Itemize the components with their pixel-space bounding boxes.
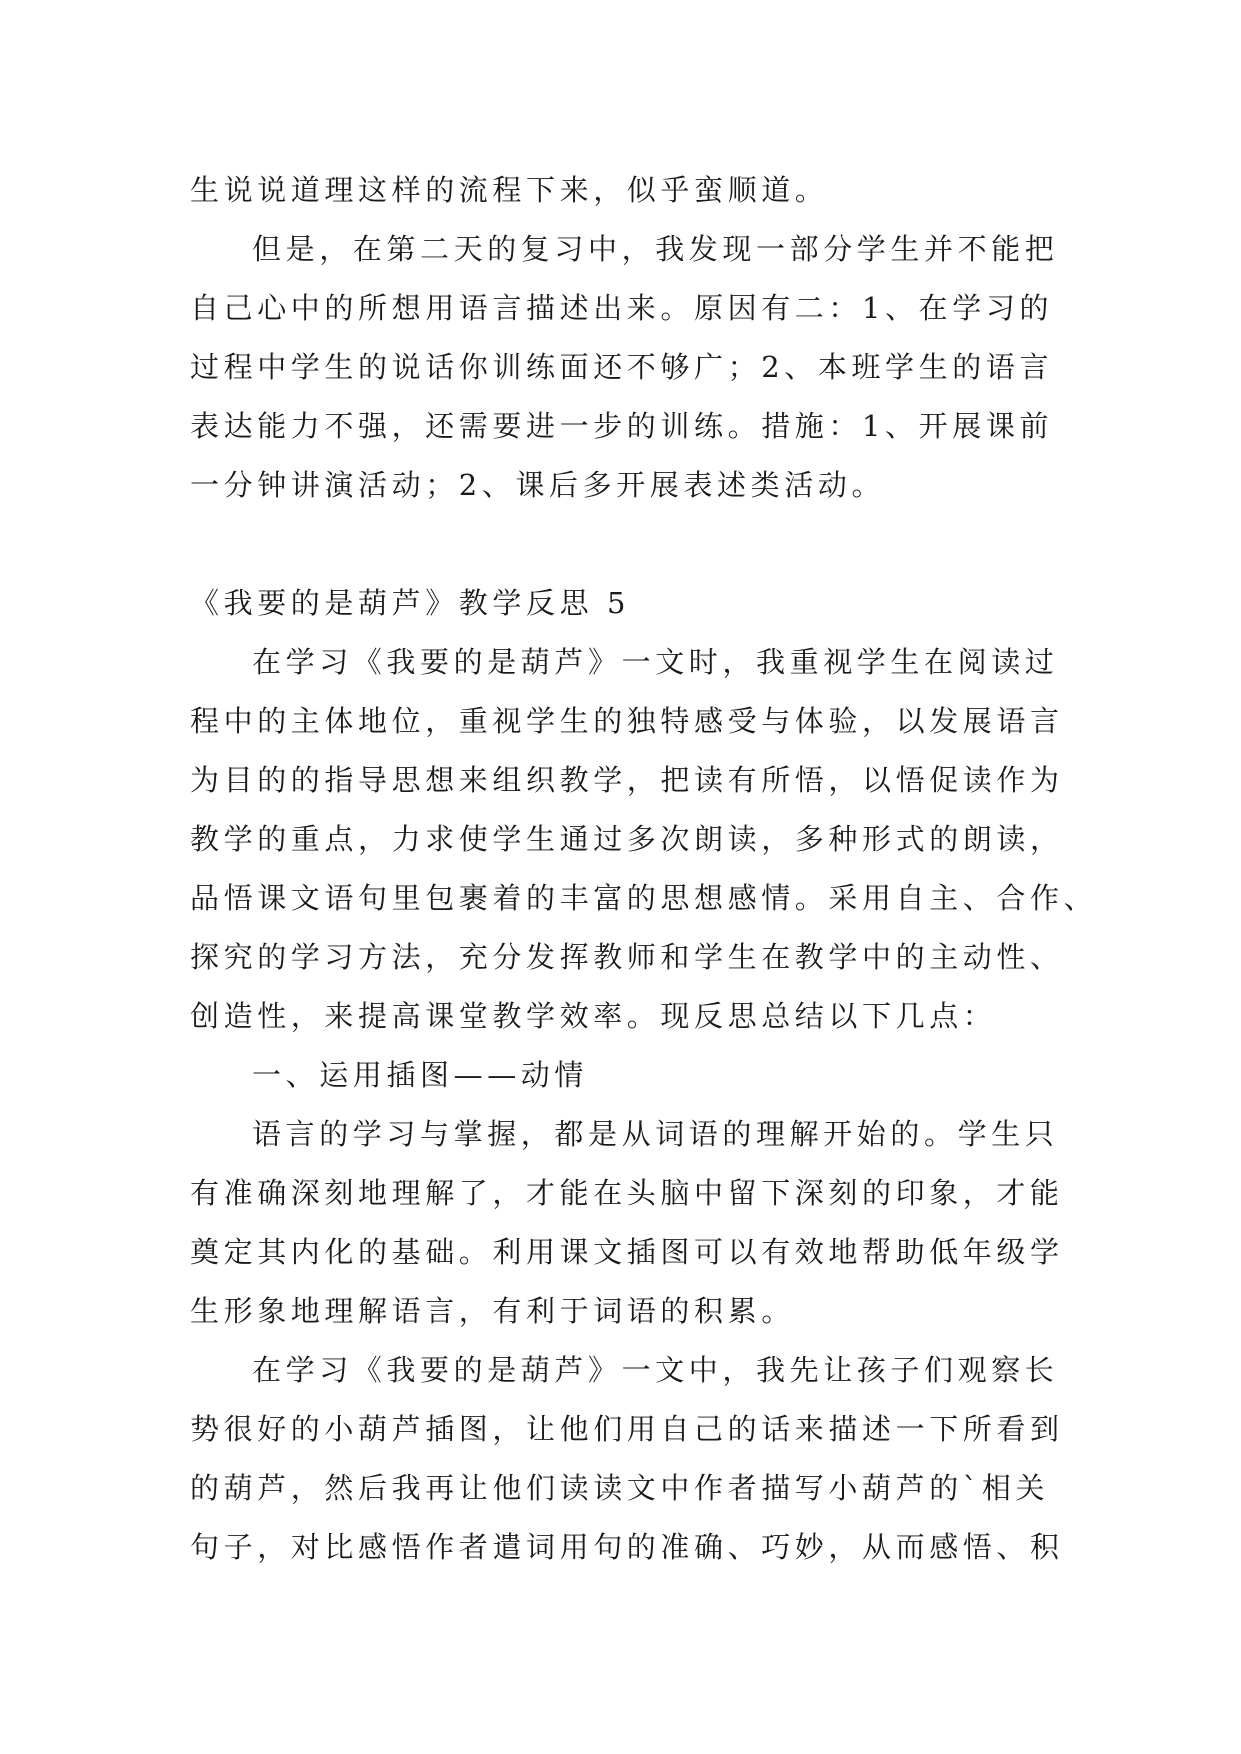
paragraph-line: 生说说道理这样的流程下来，似乎蛮顺道。 (190, 173, 829, 207)
section-heading: 《我要的是葫芦》教学反思 5 (190, 586, 631, 620)
paragraph-line: 有准确深刻地理解了，才能在头脑中留下深刻的印象，才能 (190, 1176, 1064, 1210)
paragraph-line: 探究的学习方法，充分发挥教师和学生在教学中的主动性、 (190, 940, 1064, 974)
paragraph-line: 教学的重点，力求使学生通过多次朗读，多种形式的朗读， (190, 822, 1064, 856)
paragraph-line: 的葫芦，然后我再让他们读读文中作者描写小葫芦的`相关 (190, 1471, 1050, 1505)
paragraph-line: 但是，在第二天的复习中，我发现一部分学生并不能把 (252, 232, 1059, 266)
paragraph-line: 程中的主体地位，重视学生的独特感受与体验，以发展语言 (190, 704, 1064, 738)
paragraph-line: 奠定其内化的基础。利用课文插图可以有效地帮助低年级学 (190, 1235, 1064, 1269)
paragraph-line: 为目的的指导思想来组织教学，把读有所悟，以悟促读作为 (190, 763, 1064, 797)
paragraph-line: 语言的学习与掌握，都是从词语的理解开始的。学生只 (252, 1117, 1059, 1151)
paragraph-line: 自己心中的所想用语言描述出来。原因有二：1、在学习的 (190, 291, 1054, 325)
paragraph-line: 品悟课文语句里包裹着的丰富的思想感情。采用自主、合作、 (190, 881, 1098, 915)
paragraph-line: 生形象地理解语言，有利于词语的积累。 (190, 1294, 795, 1328)
paragraph-line: 一分钟讲演活动；2、课后多开展表述类活动。 (190, 468, 886, 502)
paragraph-line: 在学习《我要的是葫芦》一文时，我重视学生在阅读过 (252, 645, 1059, 679)
paragraph-line: 过程中学生的说话你训练面还不够广；2、本班学生的语言 (190, 350, 1054, 384)
paragraph-line: 句子，对比感悟作者遣词用句的准确、巧妙，从而感悟、积 (190, 1530, 1064, 1564)
subheading: 一、运用插图——动情 (252, 1058, 589, 1092)
paragraph-line: 势很好的小葫芦插图，让他们用自己的话来描述一下所看到 (190, 1412, 1064, 1446)
paragraph-line: 创造性，来提高课堂教学效率。现反思总结以下几点： (190, 999, 997, 1033)
paragraph-line: 表达能力不强，还需要进一步的训练。措施：1、开展课前 (190, 409, 1054, 443)
paragraph-line: 在学习《我要的是葫芦》一文中，我先让孩子们观察长 (252, 1353, 1059, 1387)
